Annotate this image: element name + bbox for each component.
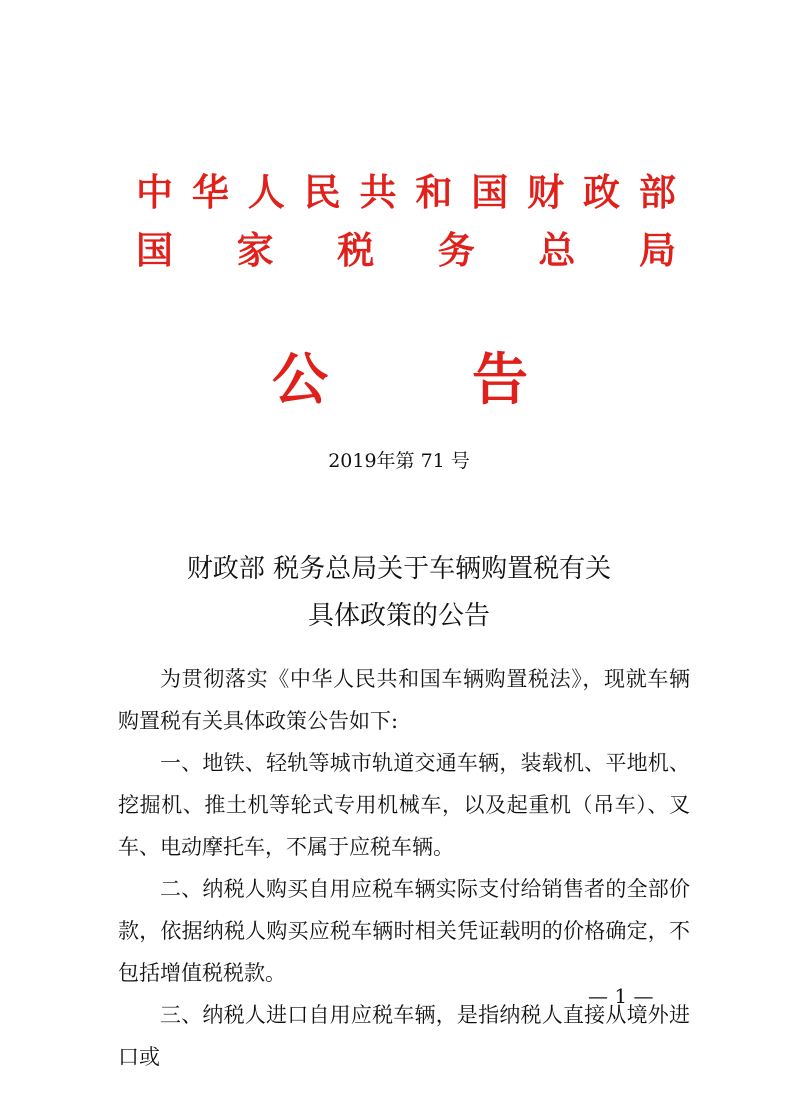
issuer-line-1 [136,170,676,214]
issuer-char: 共 [359,170,397,214]
issuer-char: 税 [337,228,375,272]
document-body [118,658,690,1078]
document-title-line-2: 具体政策的公告 [307,601,490,631]
issuer-char: 务 [437,228,475,272]
issuer-char: 政 [583,170,620,214]
doc-type-char: 告 [472,347,528,413]
issuer-line-2 [136,228,676,272]
issuer-char: 局 [638,228,676,272]
issuer-char: 华 [191,170,229,214]
issuer-char: 民 [303,170,341,214]
issuer-char: 国 [136,228,173,272]
issuer-char: 总 [538,228,576,272]
paragraph: 为贯彻落实《中华人民共和国车辆购置税法》，现就车辆购置税有关具体政策公告如下: [118,667,690,733]
issuer-char: 财 [527,170,565,214]
document-title-line-1: 财政部 税务总局关于车辆购置税有关 [186,554,612,584]
issuer-char: 国 [471,170,509,214]
doc-type-char: 公 [272,347,328,413]
paragraph: 二、纳税人购买自用应税车辆实际支付给销售者的全部价款，依据纳税人购买应税车辆时相关凭证载明的价格确定，不包括增值税税款。 [118,877,690,985]
issuer-char: 人 [247,170,285,214]
document-number: 2019年第 71 号 [328,450,470,472]
document-type-heading [272,347,528,413]
paragraph: 三、纳税人进口自用应税车辆，是指纳税人直接从境外进口或 [118,1003,690,1069]
page-number: — 1 — [588,984,654,1008]
issuer-char: 部 [638,170,676,214]
issuer-char: 家 [236,228,274,272]
issuer-char: 中 [136,170,173,214]
issuer-char: 和 [415,170,453,214]
paragraph: 一、地铁、轻轨等城市轨道交通车辆，装载机、平地机、挖掘机、推土机等轮式专用机械车，以及起重机（吊车）、叉车、电动摩托车，不属于应税车辆。 [118,751,690,859]
